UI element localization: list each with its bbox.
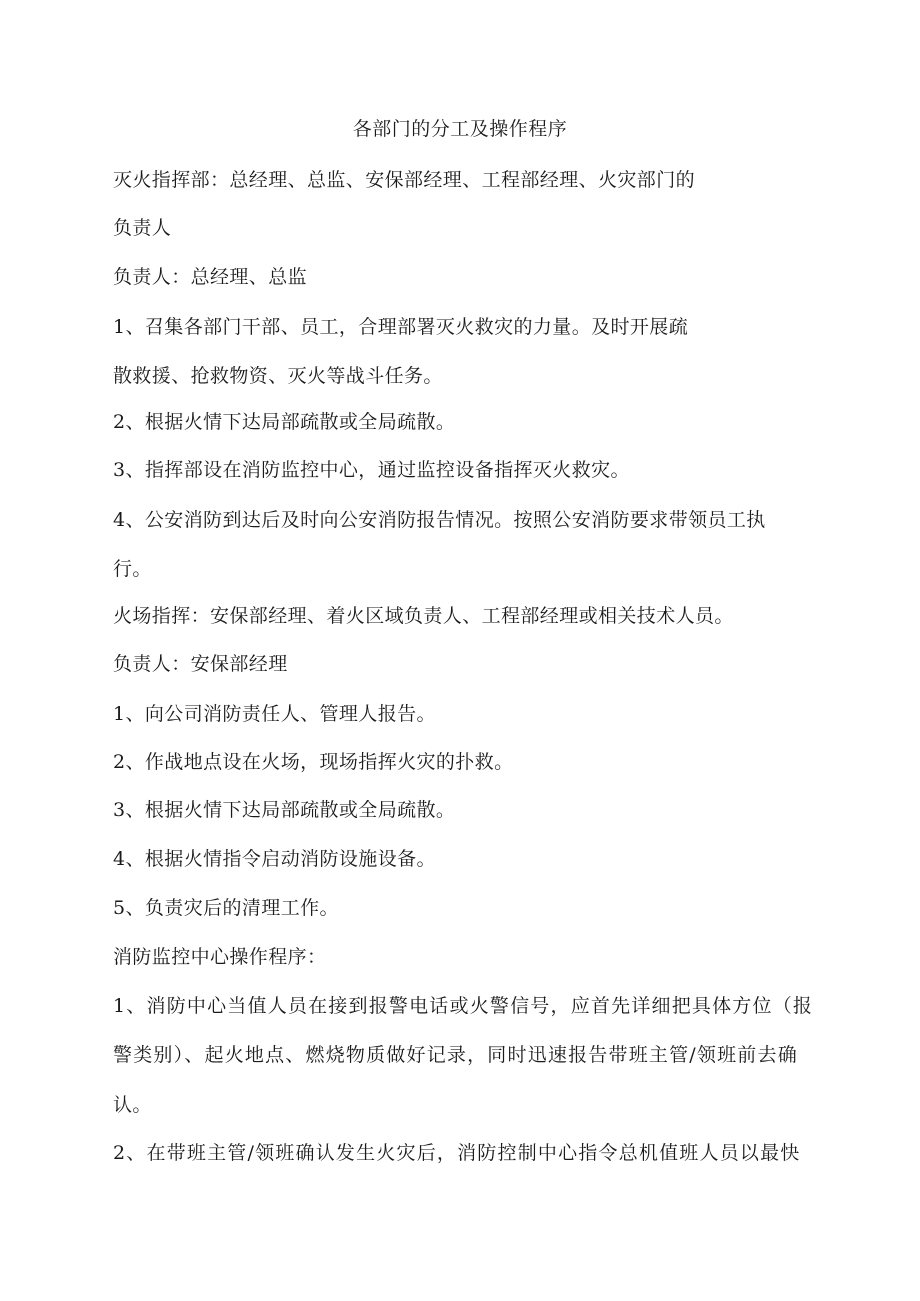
text-line: 5、负责灾后的清理工作。 <box>113 897 339 919</box>
text-line: 3、指挥部设在消防监控中心，通过监控设备指挥灭火救灾。 <box>113 459 630 481</box>
text-line: 3、根据火情下达局部疏散或全局疏散。 <box>113 799 456 821</box>
text-line: 负责人 <box>113 217 172 239</box>
text-line: 散救援、抢救物资、灭火等战斗任务。 <box>113 365 443 387</box>
text-line: 灭火指挥部：总经理、总监、安保部经理、工程部经理、火灾部门的 <box>113 169 696 191</box>
text-line: 1、召集各部门干部、员工，合理部署灭火救灾的力量。及时开展疏 <box>113 316 689 338</box>
text-line: 2、作战地点设在火场，现场指挥火灾的扑救。 <box>113 751 514 773</box>
text-line: 消防监控中心操作程序： <box>113 946 327 968</box>
text-line: 4、公安消防到达后及时向公安消防报告情况。按照公安消防要求带领员工执 <box>113 509 766 531</box>
document-title: 各部门的分工及操作程序 <box>352 118 568 140</box>
text-line: 火场指挥：安保部经理、着火区域负责人、工程部经理或相关技术人员。 <box>113 605 734 627</box>
text-line: 行。 <box>113 558 152 580</box>
text-line: 负责人：总经理、总监 <box>113 266 308 288</box>
text-line: 负责人：安保部经理 <box>113 653 288 675</box>
text-line: 2、在带班主管/领班确认发生火灾后，消防控制中心指令总机值班人员以最快 <box>113 1142 801 1164</box>
text-line: 1、向公司消防责任人、管理人报告。 <box>113 703 436 725</box>
text-line: 4、根据火情指令启动消防设施设备。 <box>113 848 436 870</box>
text-line: 警类别）、起火地点、燃烧物质做好记录，同时迅速报告带班主管/领班前去确 <box>113 1044 798 1066</box>
text-line: 认。 <box>113 1094 152 1116</box>
text-line: 1、消防中心当值人员在接到报警电话或火警信号，应首先详细把具体方位（报 <box>113 995 814 1017</box>
text-line: 2、根据火情下达局部疏散或全局疏散。 <box>113 411 456 433</box>
